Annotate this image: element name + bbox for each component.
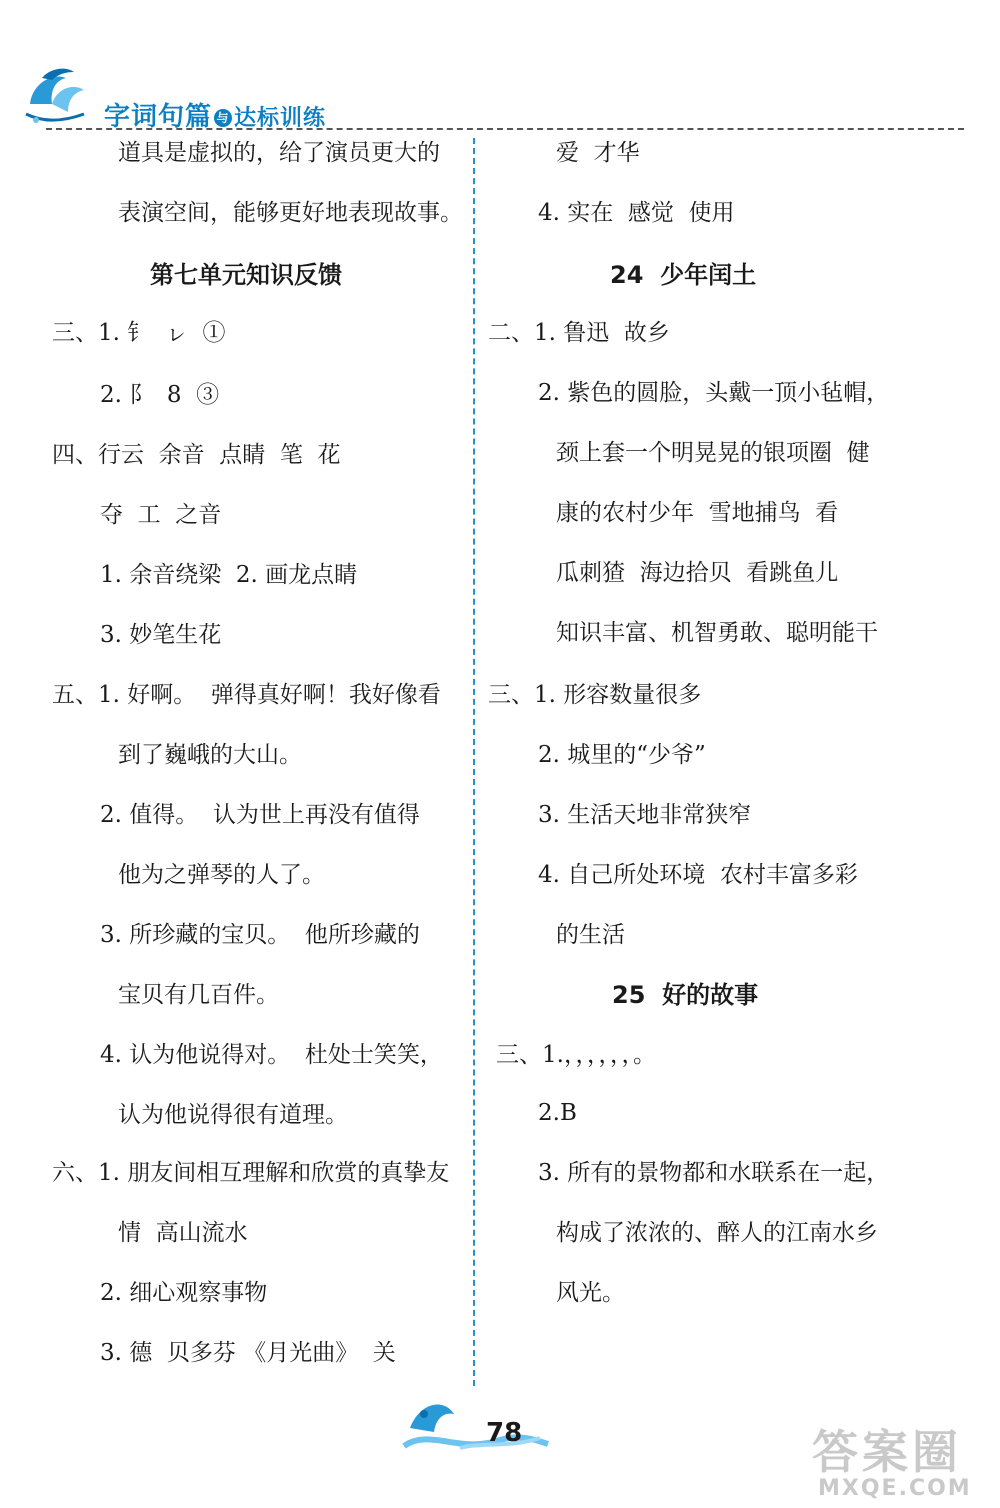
left-answer-line: 2. 阝 8 ③ — [100, 382, 220, 408]
column-divider — [473, 138, 475, 1386]
left-answer-line: 2. 值得。 认为世上再没有值得 — [100, 802, 420, 828]
right-answer-line: 2.B — [538, 1100, 577, 1126]
left-answer-line: 宝贝有几百件。 — [118, 982, 279, 1008]
right-section-heading: 24 少年闰土 — [610, 261, 757, 289]
right-answer-line: 知识丰富、机智勇敢、聪明能干 — [556, 620, 878, 646]
right-answer-line: 风光。 — [556, 1280, 625, 1306]
right-answer-line: 颈上套一个明晃晃的银项圈 健 — [556, 440, 870, 466]
right-answer-line: 3. 生活天地非常狭窄 — [538, 802, 752, 828]
title-sub: 达标训练 — [234, 105, 327, 131]
left-answer-line: 4. 认为他说得对。 杜处士笑笑， — [100, 1042, 443, 1068]
left-answer-line: 四、行云 余音 点睛 笔 花 — [52, 442, 341, 468]
left-section-heading: 第七单元知识反馈 — [150, 261, 342, 289]
page-header — [0, 0, 1000, 140]
header-divider — [46, 128, 964, 130]
left-answer-line: 五、1. 好啊。 弹得真好啊！我好像看 — [52, 682, 441, 708]
page-number: 78 — [486, 1418, 523, 1448]
left-answer-line: 2. 细心观察事物 — [100, 1280, 268, 1306]
left-answer-line: 3. 德 贝多芬 《月光曲》 关 — [100, 1340, 396, 1366]
left-answer-line: 道具是虚拟的，给了演员更大的 — [118, 140, 440, 166]
right-answer-line: 康的农村少年 雪地捕鸟 看 — [556, 500, 839, 526]
title-separator: 与 — [214, 109, 232, 127]
watermark — [792, 1410, 992, 1504]
left-answer-line: 1. 余音绕梁 2. 画龙点睛 — [100, 562, 358, 588]
right-answer-line: 4. 自己所处环境 农村丰富多彩 — [538, 862, 858, 888]
left-answer-line: 3. 妙笔生花 — [100, 622, 222, 648]
right-answer-line: 三、1.，，，，，，。 — [496, 1042, 656, 1068]
left-answer-line: 六、1. 朋友间相互理解和欣赏的真挚友 — [52, 1160, 450, 1186]
title-main: 字词句篇 — [104, 102, 213, 132]
right-answer-line: 爱 才华 — [556, 140, 640, 166]
left-answer-line: 情 高山流水 — [118, 1220, 248, 1246]
left-answer-line: 到了巍峨的大山。 — [118, 742, 302, 768]
book-logo-icon — [22, 64, 92, 128]
right-section-heading: 25 好的故事 — [612, 981, 759, 1009]
left-answer-line: 表演空间，能够更好地表现故事。 — [118, 200, 463, 226]
left-answer-line: 夺 工 之音 — [100, 502, 222, 528]
right-answer-line: 的生活 — [556, 922, 625, 948]
right-answer-line: 三、1. 形容数量很多 — [488, 682, 702, 708]
watermark-text-top: 答案圈 — [812, 1425, 962, 1479]
left-answer-line: 3. 所珍藏的宝贝。 他所珍藏的 — [100, 922, 420, 948]
footer-wave-decoration — [400, 1388, 550, 1458]
right-answer-line: 2. 城里的“少爷” — [538, 742, 706, 768]
right-answer-line: 3. 所有的景物都和水联系在一起， — [538, 1160, 890, 1186]
left-answer-line: 他为之弹琴的人了。 — [118, 862, 325, 888]
left-answer-line: 认为他说得很有道理。 — [118, 1102, 348, 1128]
right-answer-line: 4. 实在 感觉 使用 — [538, 200, 735, 226]
watermark-text-bottom: MXQE.COM — [818, 1476, 972, 1501]
right-answer-line: 构成了浓浓的、醉人的江南水乡 — [556, 1220, 878, 1246]
right-answer-line: 2. 紫色的圆脸，头戴一顶小毡帽， — [538, 380, 890, 406]
left-answer-line: 三、1. 钅 ㇾ ① — [52, 320, 226, 346]
right-answer-line: 二、1. 鲁迅 故乡 — [488, 320, 670, 346]
right-answer-line: 瓜刺猹 海边拾贝 看跳鱼儿 — [556, 560, 839, 586]
